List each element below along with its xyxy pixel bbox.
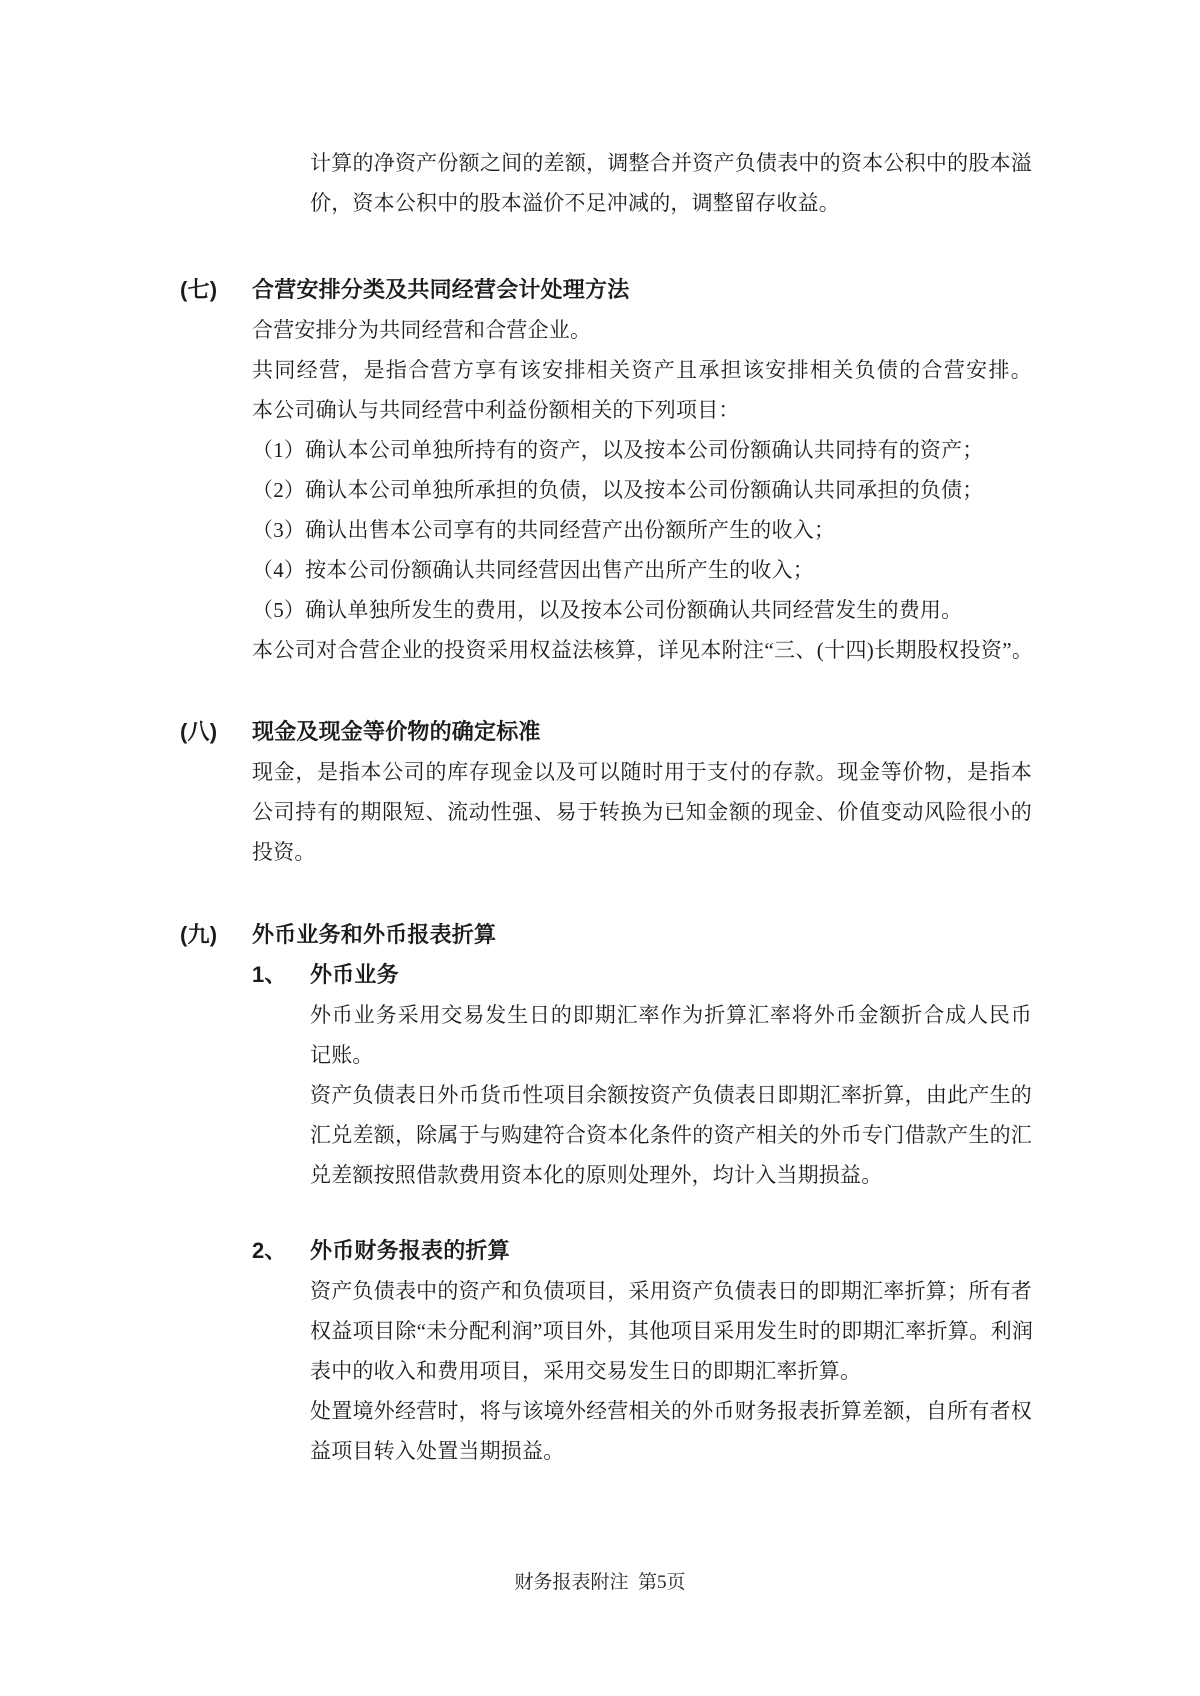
subsection-heading (252, 1231, 1200, 1271)
subsection-title: 外币业务 (310, 962, 399, 987)
text-line: （5）确认单独所发生的费用，以及按本公司份额确认共同经营发生的费用。 (252, 598, 963, 622)
section-number: (九) (180, 922, 218, 947)
section-heading (180, 712, 1200, 752)
section-title: 现金及现金等价物的确定标准 (252, 719, 541, 744)
text-line: 处置境外经营时，将与该境外经营相关的外币财务报表折算差额，自所有者权 (310, 1399, 1032, 1423)
section-number: (八) (180, 719, 218, 744)
spacer (0, 872, 1200, 915)
text-line: 益项目转入处置当期损益。 (310, 1439, 565, 1463)
text-line: 投资。 (252, 840, 316, 864)
text-line: 外币业务采用交易发生日的即期汇率作为折算汇率将外币金额折合成人民币 (310, 1003, 1032, 1027)
text-line: 现金，是指本公司的库存现金以及可以随时用于支付的存款。现金等价物，是指本 (252, 760, 1032, 784)
text-line: 价，资本公积中的股本溢价不足冲减的，调整留存收益。 (310, 191, 840, 215)
text-line: 本公司确认与共同经营中利益份额相关的下列项目： (252, 398, 740, 422)
text-line: （4）按本公司份额确认共同经营因出售产出所产生的收入； (252, 558, 814, 582)
section-heading (180, 270, 1200, 310)
page-footer: 财务报表附注 第5页 (514, 1572, 686, 1593)
text-line: 记账。 (310, 1043, 374, 1067)
text-line: 兑差额按照借款费用资本化的原则处理外，均计入当期损益。 (310, 1163, 883, 1187)
subsection-title: 外币财务报表的折算 (310, 1238, 510, 1263)
subsection-number: 1、 (252, 962, 287, 987)
text-line: 资产负债表中的资产和负债项目，采用资产负债表日的即期汇率折算；所有者 (310, 1279, 1032, 1303)
text-line: 计算的净资产份额之间的差额，调整合并资产负债表中的资本公积中的股本溢 (310, 151, 1032, 175)
text-line: （3）确认出售本公司享有的共同经营产出份额所产生的收入； (252, 518, 836, 542)
subsection-number: 2、 (252, 1238, 287, 1263)
text-line: 本公司对合营企业的投资采用权益法核算，详见本附注“三、(十四)长期股权投资”。 (252, 638, 1032, 662)
section-title: 外币业务和外币报表折算 (252, 922, 497, 947)
spacer (0, 670, 1200, 712)
spacer (0, 223, 1200, 270)
text-line: 汇兑差额，除属于与购建符合资本化条件的资产相关的外币专门借款产生的汇 (310, 1123, 1032, 1147)
section-heading (180, 915, 1200, 955)
section-title: 合营安排分类及共同经营会计处理方法 (252, 277, 630, 302)
text-line: （2）确认本公司单独所承担的负债，以及按本公司份额确认共同承担的负债； (252, 478, 984, 502)
text-line: 共同经营，是指合营方享有该安排相关资产且承担该安排相关负债的合营安排。 (252, 358, 1032, 382)
subsection-heading (252, 955, 1200, 995)
text-line: 权益项目除“未分配利润”项目外，其他项目采用发生时的即期汇率折算。利润 (310, 1319, 1032, 1343)
text-line: （1）确认本公司单独所持有的资产，以及按本公司份额确认共同持有的资产； (252, 438, 984, 462)
section-number: (七) (180, 277, 218, 302)
spacer (0, 1195, 1200, 1231)
text-line: 公司持有的期限短、流动性强、易于转换为已知金额的现金、价值变动风险很小的 (252, 800, 1032, 824)
text-line: 表中的收入和费用项目，采用交易发生日的即期汇率折算。 (310, 1359, 862, 1383)
text-line: 合营安排分为共同经营和合营企业。 (252, 318, 592, 342)
text-line: 资产负债表日外币货币性项目余额按资产负债表日即期汇率折算，由此产生的 (310, 1083, 1032, 1107)
